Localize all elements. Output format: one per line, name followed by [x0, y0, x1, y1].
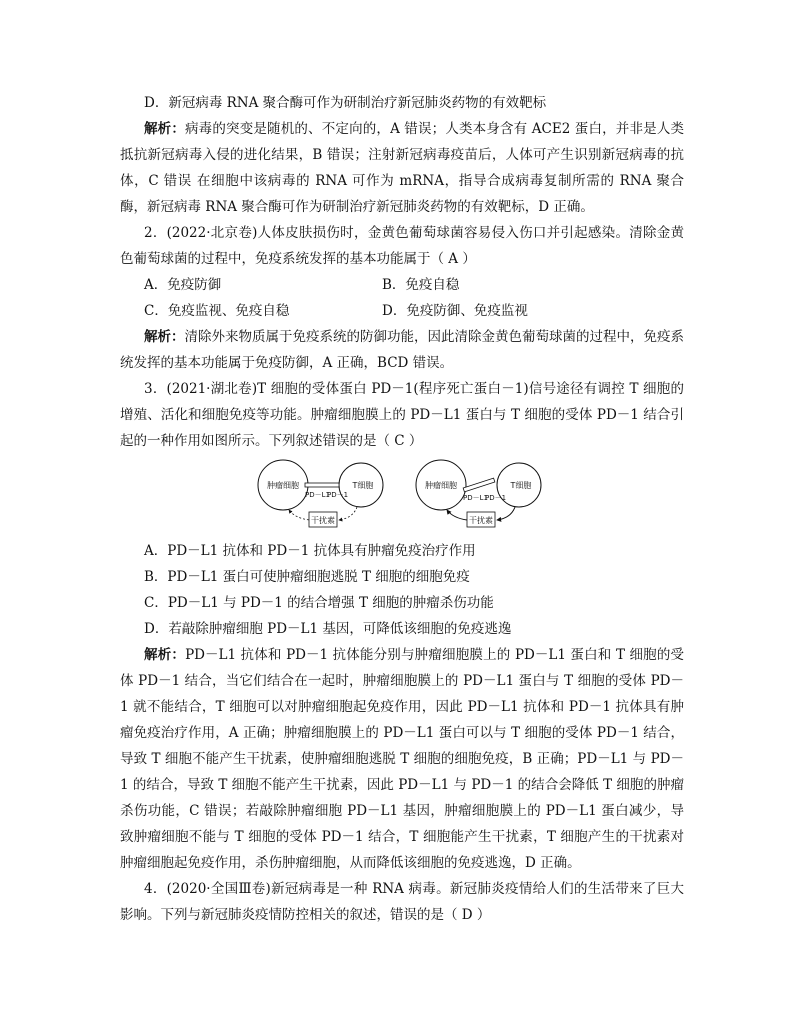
receptor-bond: [305, 483, 339, 487]
pd1-label: PD－1: [485, 494, 507, 502]
analysis-q1: [120, 116, 684, 220]
option-d-q1: D．新冠病毒 RNA 聚合酶可作为研制治疗新冠肺炎药物的有效靶标: [144, 95, 547, 111]
pdl1-label: PD－L1: [463, 494, 488, 502]
option-d-q3: D．若敲除肿瘤细胞 PD－L1 基因，可降低该细胞的免疫逃逸: [144, 621, 512, 637]
options-row-cd: [120, 298, 684, 324]
option-b-q3: B．PD－L1 蛋白可使肿瘤细胞逃脱 T 细胞的细胞免疫: [144, 569, 470, 585]
t-to-ifn-arrow: [497, 507, 515, 520]
analysis-text: 病毒的突变是随机的、不定向的，A 错误；人类本身含有 ACE2 蛋白，并非是人类抵抗新冠病毒入侵的进化结果，B 错误；注射新冠病毒疫苗后，人体可产生识别新冠病毒的抗体，C 错误 在细胞中该病毒的 RNA 可作为 mRNA，指导合成病毒复制所需的 RNA 聚合酶，新冠病毒 RNA 聚合酶可作为研制治疗新冠肺炎药物的有效靶标，D 正确。: [120, 121, 684, 215]
receptor-angled: [463, 478, 495, 492]
t-to-ifn-arrow: [339, 507, 357, 520]
analysis-label: 解析：: [144, 647, 186, 663]
analysis-text: PD－L1 抗体和 PD－1 抗体能分别与肿瘤细胞膜上的 PD－L1 蛋白和 T 细胞的受体 PD－1 结合，当它们结合在一起时，肿瘤细胞膜上的 PD－L1 蛋白与 T 细胞的受体 PD－1 就不能结合，T 细胞可以对肿瘤细胞起免疫作用，因此 PD－L1 抗体和 PD－1 抗体具有肿瘤免疫治疗作用，A 正确；肿瘤细胞膜上的 PD－L1 蛋白可以与 T 细胞的受体 PD－1 结合，导致 T 细胞不能产生干扰素，使肿瘤细胞逃脱 T 细胞的细胞免疫，B 正确；PD－L1 与 PD－1 的结合，导致 T 细胞不能产生干扰素，因此 PD－L1 与 PD－1 的结合会降低 T 细胞的肿瘤杀伤功能，C 错误；若敲除肿瘤细胞 PD－L1 基因，肿瘤细胞膜上的 PD－L1 蛋白减少，导致肿瘤细胞不能与 T 细胞的受体 PD－1 结合，T 细胞能产生干扰素，T 细胞产生的干扰素对肿瘤细胞起免疫作用，杀伤肿瘤细胞，从而降低该细胞的免疫逃逸，D 正确。: [120, 647, 685, 871]
option-c-q2: C．免疫监视、免疫自稳: [144, 303, 290, 319]
question-2: 2．(2022·北京卷)人体皮肤损伤时，金黄色葡萄球菌容易侵入伤口并引起感染。清除金黄色葡萄球菌的过程中，免疫系统发挥的基本功能属于（ A ）: [120, 225, 684, 267]
ifn-to-tumor-arrow: [289, 510, 309, 520]
pd1-figure: [120, 458, 684, 532]
pdl1-label: PD－L1: [305, 491, 330, 499]
options-row-ab: [120, 272, 684, 298]
t-cell-label: T细胞: [510, 481, 532, 490]
question-4: 4．(2020·全国Ⅲ卷)新冠病毒是一种 RNA 病毒。新冠肺炎疫情给人们的生活带来了巨大影响。下列与新冠肺炎疫情防控相关的叙述，错误的是（ D ）: [120, 881, 684, 923]
t-cell-label: T细胞: [352, 481, 374, 490]
analysis-text: 清除外来物质属于免疫系统的防御功能，因此清除金黄色葡萄球菌的过程中，免疫系统发挥的基本功能属于免疫防御，A 正确，BCD 错误。: [120, 329, 684, 371]
analysis-label: 解析：: [144, 121, 186, 137]
ifn-to-tumor-arrow: [447, 510, 467, 520]
tumor-cell-label: 肿瘤细胞: [267, 481, 299, 490]
analysis-q3: [120, 642, 684, 876]
option-d-q2: D．免疫防御、免疫监视: [382, 303, 528, 319]
tumor-cell-label: 肿瘤细胞: [425, 481, 457, 490]
figure-panel-left: [253, 458, 393, 532]
option-a-q3: A．PD－L1 抗体和 PD－1 抗体具有肿瘤免疫治疗作用: [144, 543, 476, 559]
figure-panel-right: [411, 458, 551, 532]
question-3: 3．(2021·湖北卷)T 细胞的受体蛋白 PD－1(程序死亡蛋白－1)信号途径有调控 T 细胞的增殖、活化和细胞免疫等功能。肿瘤细胞膜上的 PD－L1 蛋白与 T 细胞的受体 PD－1 结合引起的一种作用如图所示。下列叙述错误的是（ C ）: [120, 381, 684, 449]
interferon-label: 干扰素: [311, 516, 335, 525]
interferon-label: 干扰素: [469, 516, 493, 525]
option-a-q2: A．免疫防御: [144, 277, 222, 293]
document-content: [120, 90, 684, 928]
option-b-q2: B．免疫自稳: [382, 277, 460, 293]
option-c-q3: C．PD－L1 与 PD－1 的结合增强 T 细胞的肿瘤杀伤功能: [144, 595, 494, 611]
analysis-label: 解析：: [144, 329, 185, 345]
analysis-q2: [120, 324, 684, 376]
pd1-label: PD－1: [327, 491, 349, 499]
